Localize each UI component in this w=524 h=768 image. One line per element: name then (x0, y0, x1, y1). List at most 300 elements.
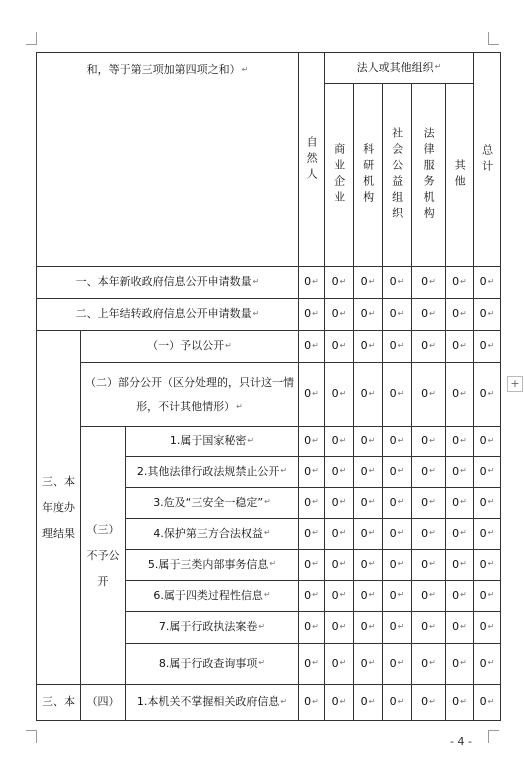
header-legal-service (412, 84, 446, 267)
paragraph-mark: ↵ (397, 308, 405, 318)
paragraph-mark: ↵ (368, 276, 376, 286)
paragraph-mark: ↵ (368, 559, 376, 569)
cell-value: 0 (304, 464, 312, 478)
cell-value: 0 (389, 275, 397, 289)
paragraph-mark: ↵ (429, 308, 436, 318)
cell-value: 0 (452, 275, 460, 289)
legal-group-label: 法人或其他组织 (356, 60, 434, 74)
paragraph-mark: ↵ (460, 696, 467, 706)
paragraph-mark: ↵ (269, 559, 277, 569)
cell-value: 0 (389, 656, 397, 670)
value-cell (325, 457, 354, 488)
cell-value: 0 (479, 588, 487, 602)
paragraph-mark: ↵ (368, 696, 376, 706)
value-cell (446, 685, 474, 721)
paragraph-mark: ↵ (487, 308, 495, 318)
paragraph-mark: ↵ (397, 435, 405, 445)
value-cell (354, 363, 383, 427)
value-cell (299, 299, 325, 331)
disclosure-stats-table (36, 52, 501, 721)
section3-label: 三、本年度办理结果 (42, 474, 75, 540)
value-cell (325, 299, 354, 331)
paragraph-mark: ↵ (487, 559, 495, 569)
cell-value: 0 (452, 307, 460, 321)
value-cell (383, 581, 412, 612)
paragraph-mark: ↵ (312, 340, 319, 350)
paragraph-mark: ↵ (397, 466, 405, 476)
paragraph-mark: ↵ (397, 696, 405, 706)
value-cell (325, 612, 354, 644)
last-section-label: 三、本 (42, 695, 75, 709)
value-cell (412, 612, 446, 644)
paragraph-mark: ↵ (397, 528, 405, 538)
cell-value: 0 (304, 495, 312, 509)
cell-value: 0 (389, 464, 397, 478)
row-label-text: 二、上年结转政府信息公开申请数量 (75, 307, 252, 321)
cell-value: 0 (421, 620, 429, 634)
paragraph-mark: ↵ (429, 340, 436, 350)
value-cell (299, 267, 325, 299)
row-label (126, 685, 299, 721)
cell-value: 0 (331, 434, 339, 448)
value-cell (446, 581, 474, 612)
row-label-text: （二）部分公开（区分处理的，只计这一情形，不计其他情形） (85, 375, 294, 413)
value-cell (299, 644, 325, 685)
cell-value: 0 (304, 526, 312, 540)
cell-value: 0 (360, 656, 368, 670)
cell-value: 0 (360, 387, 368, 401)
value-cell (474, 363, 501, 427)
not-open-group-cell (81, 427, 126, 685)
value-cell (446, 550, 474, 581)
paragraph-mark: ↵ (339, 276, 347, 286)
cell-value: 0 (452, 557, 460, 571)
last-group-label: （四） (86, 695, 120, 709)
sub-item-label: 7.属于行政执法案卷 (158, 620, 258, 634)
paragraph-mark: ↵ (280, 466, 288, 476)
header-commercial (325, 84, 354, 267)
value-cell (325, 488, 354, 519)
sub-item-label: 2.其他法律行政法规禁止公开 (136, 464, 280, 478)
paragraph-mark: ↵ (429, 696, 436, 706)
value-cell (412, 550, 446, 581)
sub-item-label-cell (126, 612, 299, 644)
value-cell (383, 550, 412, 581)
cell-value: 0 (331, 656, 339, 670)
value-cell (412, 427, 446, 457)
cell-value: 0 (452, 695, 460, 709)
value-cell (299, 331, 325, 363)
sub-item-label: 4.保护第三方合法权益 (153, 526, 263, 540)
paragraph-mark: ↵ (339, 621, 347, 631)
cell-value: 0 (389, 695, 397, 709)
cell-value: 0 (304, 339, 312, 353)
sub-item-label: 8.属于行政查询事项 (158, 656, 258, 670)
value-cell (354, 612, 383, 644)
header-research (354, 84, 383, 267)
sub-item-label: 6.属于四类过程性信息 (153, 588, 263, 602)
value-cell (474, 267, 501, 299)
value-cell (325, 427, 354, 457)
sub-item-label-cell (126, 644, 299, 685)
paragraph-mark: ↵ (339, 696, 347, 706)
paragraph-mark: ↵ (339, 497, 347, 507)
cell-value: 0 (421, 339, 429, 353)
paragraph-mark: ↵ (397, 388, 405, 398)
paragraph-mark: ↵ (312, 466, 319, 476)
cell-value: 0 (421, 387, 429, 401)
cell-value: 0 (421, 464, 429, 478)
paragraph-mark: ↵ (368, 590, 376, 600)
paragraph-mark: ↵ (312, 696, 319, 706)
value-cell (354, 299, 383, 331)
paragraph-mark: ↵ (264, 497, 271, 507)
table-row (37, 299, 501, 331)
paragraph-mark: ↵ (487, 621, 495, 631)
cell-value: 0 (452, 526, 460, 540)
cell-value: 0 (479, 495, 487, 509)
value-cell (383, 457, 412, 488)
cell-value: 0 (304, 557, 312, 571)
research-label: 科研机构 (361, 143, 375, 207)
table-row (37, 363, 501, 427)
cell-value: 0 (389, 526, 397, 540)
paragraph-mark: ↵ (460, 340, 467, 350)
value-cell (412, 644, 446, 685)
value-cell (412, 457, 446, 488)
paragraph-mark: ↵ (368, 528, 376, 538)
paragraph-mark: ↵ (460, 497, 467, 507)
paragraph-mark: ↵ (368, 658, 376, 668)
crop-mark-bottom-left (26, 730, 37, 743)
paragraph-mark: ↵ (368, 497, 376, 507)
value-cell (412, 363, 446, 427)
cell-value: 0 (331, 339, 339, 353)
paragraph-mark: ↵ (429, 435, 436, 445)
cell-value: 0 (479, 275, 487, 289)
value-cell (383, 644, 412, 685)
paragraph-mark: ↵ (460, 559, 467, 569)
paragraph-mark: ↵ (429, 497, 436, 507)
sub-item-label-cell (126, 550, 299, 581)
cell-value: 0 (479, 526, 487, 540)
value-cell (354, 427, 383, 457)
sub-item-label-cell (126, 581, 299, 612)
paragraph-mark: ↵ (368, 388, 376, 398)
cell-value: 0 (389, 387, 397, 401)
value-cell (446, 427, 474, 457)
paragraph-mark: ↵ (460, 435, 467, 445)
paragraph-mark: ↵ (487, 276, 495, 286)
paragraph-mark: ↵ (236, 401, 243, 411)
paragraph-mark: ↵ (487, 435, 495, 445)
value-cell (383, 519, 412, 550)
paragraph-mark: ↵ (368, 621, 376, 631)
paragraph-mark: ↵ (429, 466, 436, 476)
row-label (37, 267, 299, 299)
paragraph-mark: ↵ (460, 276, 467, 286)
crop-mark-bottom-right (488, 730, 499, 743)
paragraph-mark: ↵ (339, 559, 347, 569)
row-label (81, 363, 299, 427)
paragraph-mark: ↵ (460, 466, 467, 476)
paragraph-mark: ↵ (312, 308, 319, 318)
last-section-cell (37, 685, 81, 721)
value-cell (412, 581, 446, 612)
value-cell (412, 267, 446, 299)
cell-value: 0 (331, 526, 339, 540)
value-cell (325, 363, 354, 427)
value-cell (383, 612, 412, 644)
cell-value: 0 (479, 339, 487, 353)
paragraph-mark: ↵ (487, 340, 495, 350)
cell-value: 0 (479, 695, 487, 709)
paragraph-mark: ↵ (368, 340, 376, 350)
value-cell (446, 457, 474, 488)
header-legal-group (325, 53, 474, 84)
value-cell (446, 612, 474, 644)
paragraph-mark: ↵ (460, 308, 467, 318)
paragraph-mark: ↵ (252, 308, 260, 318)
value-cell (412, 299, 446, 331)
cell-value: 0 (479, 307, 487, 321)
table-row (37, 267, 501, 299)
cell-value: 0 (304, 695, 312, 709)
value-cell (354, 331, 383, 363)
crop-mark-top-right (488, 32, 499, 45)
cell-value: 0 (304, 275, 312, 289)
cell-value: 0 (389, 620, 397, 634)
paragraph-mark: ↵ (258, 621, 266, 631)
cell-value: 0 (479, 656, 487, 670)
paragraph-mark: ↵ (339, 528, 347, 538)
paragraph-mark: ↵ (429, 590, 436, 600)
value-cell (383, 331, 412, 363)
cell-value: 0 (360, 620, 368, 634)
value-cell (474, 488, 501, 519)
paragraph-mark: ↵ (312, 658, 319, 668)
value-cell (325, 644, 354, 685)
cell-value: 0 (389, 495, 397, 509)
cell-value: 0 (421, 495, 429, 509)
paragraph-mark: ↵ (339, 435, 347, 445)
paragraph-mark: ↵ (339, 658, 347, 668)
paragraph-mark: ↵ (460, 658, 467, 668)
value-cell (446, 644, 474, 685)
sub-item-label: 5.属于三类内部事务信息 (147, 557, 269, 571)
sub-item-label: 1.属于国家秘密 (169, 434, 247, 448)
value-cell (412, 685, 446, 721)
value-cell (354, 488, 383, 519)
value-cell (354, 519, 383, 550)
value-cell (474, 457, 501, 488)
value-cell (354, 267, 383, 299)
value-cell (474, 612, 501, 644)
paragraph-mark: ↵ (312, 559, 319, 569)
value-cell (299, 612, 325, 644)
paragraph-mark: ↵ (368, 308, 376, 318)
add-row-button[interactable]: + (507, 376, 523, 392)
cell-value: 0 (389, 434, 397, 448)
value-cell (446, 488, 474, 519)
cell-value: 0 (389, 307, 397, 321)
cell-value: 0 (479, 557, 487, 571)
paragraph-mark: ↵ (280, 696, 288, 706)
table-row (37, 331, 501, 363)
paragraph-mark: ↵ (487, 466, 495, 476)
cell-value: 0 (421, 656, 429, 670)
cell-value: 0 (421, 588, 429, 602)
header-continued-text: 和，等于第三项加第四项之和） (86, 63, 241, 76)
cell-value: 0 (304, 434, 312, 448)
paragraph-mark: ↵ (397, 497, 405, 507)
value-cell (474, 519, 501, 550)
value-cell (474, 331, 501, 363)
value-cell (474, 685, 501, 721)
value-cell (354, 685, 383, 721)
value-cell (446, 363, 474, 427)
paragraph-mark: ↵ (312, 528, 319, 538)
value-cell (299, 457, 325, 488)
commercial-label: 商业企业 (332, 143, 346, 207)
paragraph-mark: ↵ (339, 308, 347, 318)
paragraph-mark: ↵ (487, 590, 495, 600)
cell-value: 0 (452, 464, 460, 478)
paragraph-mark: ↵ (339, 466, 347, 476)
cell-value: 0 (360, 495, 368, 509)
paragraph-mark: ↵ (460, 590, 467, 600)
row-label-text: 1.本机关不掌握相关政府信息 (136, 695, 280, 709)
paragraph-mark: ↵ (368, 466, 376, 476)
value-cell (299, 427, 325, 457)
value-cell (325, 685, 354, 721)
value-cell (299, 550, 325, 581)
cell-value: 0 (421, 695, 429, 709)
row-label (37, 299, 299, 331)
paragraph-mark: ↵ (397, 621, 405, 631)
cell-value: 0 (360, 307, 368, 321)
value-cell (383, 299, 412, 331)
cell-value: 0 (331, 387, 339, 401)
paragraph-mark: ↵ (487, 658, 495, 668)
paragraph-mark: ↵ (312, 590, 319, 600)
cell-value: 0 (389, 588, 397, 602)
paragraph-mark: ↵ (397, 559, 405, 569)
paragraph-mark: ↵ (429, 658, 436, 668)
cell-value: 0 (452, 387, 460, 401)
value-cell (354, 581, 383, 612)
cell-value: 0 (452, 620, 460, 634)
cell-value: 0 (421, 557, 429, 571)
value-cell (383, 267, 412, 299)
paragraph-mark: ↵ (487, 696, 495, 706)
paragraph-mark: ↵ (312, 621, 319, 631)
paragraph-mark: ↵ (434, 62, 442, 72)
cell-value: 0 (360, 588, 368, 602)
cell-value: 0 (479, 620, 487, 634)
value-cell (325, 550, 354, 581)
cell-value: 0 (360, 557, 368, 571)
value-cell (446, 267, 474, 299)
cell-value: 0 (304, 387, 312, 401)
paragraph-mark: ↵ (339, 340, 347, 350)
paragraph-mark: ↵ (460, 528, 467, 538)
paragraph-mark: ↵ (429, 276, 436, 286)
value-cell (383, 363, 412, 427)
paragraph-mark: ↵ (429, 388, 436, 398)
value-cell (383, 427, 412, 457)
cell-value: 0 (331, 588, 339, 602)
paragraph-mark: ↵ (397, 658, 405, 668)
value-cell (299, 581, 325, 612)
value-cell (474, 644, 501, 685)
paragraph-mark: ↵ (258, 658, 266, 668)
paragraph-mark: ↵ (263, 528, 271, 538)
header-total (474, 53, 501, 267)
paragraph-mark: ↵ (241, 64, 249, 74)
value-cell (299, 363, 325, 427)
value-cell (299, 519, 325, 550)
natural-person-label: 自然人 (305, 135, 319, 184)
value-cell (354, 457, 383, 488)
paragraph-mark: ↵ (263, 590, 271, 600)
cell-value: 0 (360, 275, 368, 289)
value-cell (354, 550, 383, 581)
total-label: 总计 (480, 143, 494, 176)
last-group-cell (81, 685, 126, 721)
cell-value: 0 (421, 526, 429, 540)
value-cell (354, 644, 383, 685)
cell-value: 0 (452, 339, 460, 353)
legal-service-label: 法律服务机构 (422, 127, 436, 223)
cell-value: 0 (452, 656, 460, 670)
cell-value: 0 (331, 495, 339, 509)
paragraph-mark: ↵ (312, 388, 319, 398)
paragraph-mark: ↵ (339, 590, 347, 600)
header-social (383, 84, 412, 267)
row-label-text: （一）予以公开 (147, 339, 225, 353)
cell-value: 0 (452, 588, 460, 602)
paragraph-mark: ↵ (487, 497, 495, 507)
paragraph-mark: ↵ (368, 435, 376, 445)
cell-value: 0 (452, 434, 460, 448)
row-label (81, 331, 299, 363)
cell-value: 0 (360, 464, 368, 478)
value-cell (325, 267, 354, 299)
header-continued-cell (37, 53, 299, 267)
value-cell (412, 488, 446, 519)
cell-value: 0 (331, 620, 339, 634)
value-cell (474, 427, 501, 457)
page-number: - 4 - (450, 735, 472, 748)
cell-value: 0 (479, 387, 487, 401)
not-open-group-label: （三）不予公开 (86, 522, 120, 588)
cell-value: 0 (304, 307, 312, 321)
cell-value: 0 (421, 307, 429, 321)
cell-value: 0 (479, 434, 487, 448)
cell-value: 0 (304, 656, 312, 670)
paragraph-mark: ↵ (429, 559, 436, 569)
table-row (37, 427, 501, 457)
cell-value: 0 (452, 495, 460, 509)
value-cell (383, 685, 412, 721)
sub-item-label-cell (126, 519, 299, 550)
paragraph-mark: ↵ (247, 435, 255, 445)
paragraph-mark: ↵ (429, 621, 436, 631)
paragraph-mark: ↵ (397, 276, 405, 286)
value-cell (446, 331, 474, 363)
value-cell (299, 685, 325, 721)
